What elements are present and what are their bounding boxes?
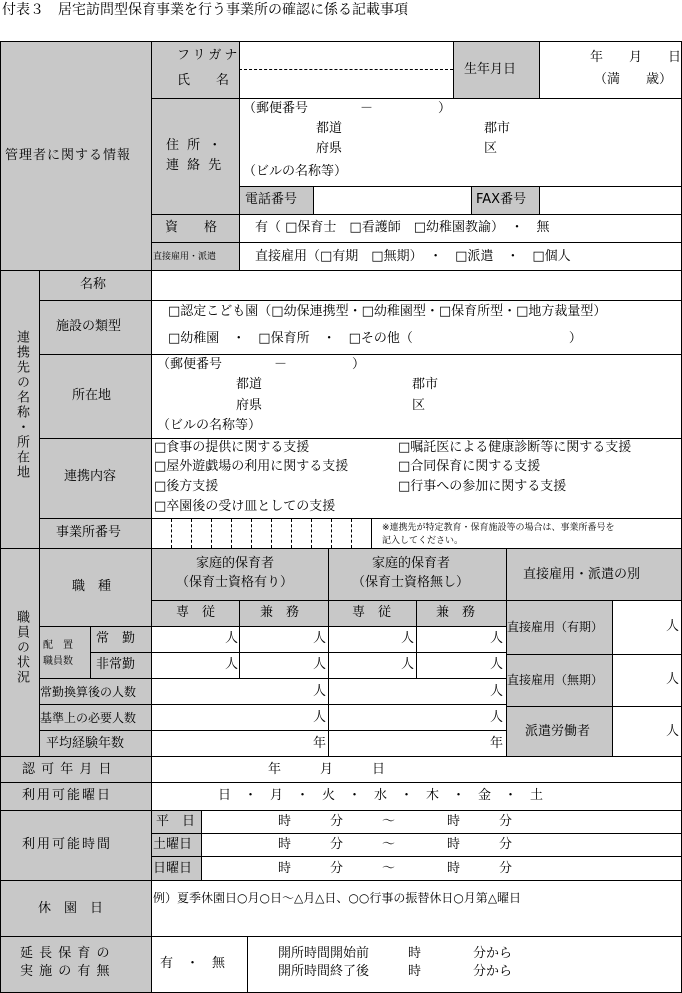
placement-label-1: 配 置 [43,640,73,651]
facility-type-label: 施設の類型 [56,319,122,334]
col-b-concurrent: 兼 務 [436,605,476,620]
unit-person: 人 [313,710,327,725]
facility-type-line2: □幼稚園 ・ □保育所 ・ □その他（ ） [168,331,582,346]
direct-indef-label: 直接雇用（無期） [507,673,604,687]
support-meal: □食事の提供に関する支援 [154,440,310,455]
unit-person: 人 [490,710,504,725]
col-a-concurrent: 兼 務 [260,605,300,620]
col-b-title: 家庭的保育者 [372,556,451,571]
manager-postal: （郵便番号 － ） [243,101,452,116]
unit-person: 人 [313,684,327,699]
unit-person: 人 [666,724,680,739]
address-label-1: 住 所 ・ [166,138,224,153]
parttime-label: 非常勤 [96,657,136,672]
days-value: 日 ・ 月 ・ 火 ・ 水 ・ 木 ・ 金 ・ 土 [218,788,544,803]
days-label: 利用可能曜日 [22,788,113,803]
staff-section-label: 職員の状況 [14,610,29,685]
unit-person: 人 [490,631,504,646]
col-c-title: 直接雇用・派遣の別 [523,567,641,582]
facility-type-line1: □認定こども園（□幼保連携型・□幼稚園型・□保育所型・□地方裁量型） [168,304,607,319]
support-after-graduation: □卒園後の受け皿としての支援 [154,499,336,514]
col-a-subtitle: （保育士資格有り） [176,575,294,590]
manager-pref-2: 府県 [316,141,343,156]
unit-person: 人 [666,619,680,634]
manager-city-1: 郡市 [484,121,511,136]
unit-year: 年 [490,736,504,751]
qualification-label: 資 格 [165,220,218,235]
manager-pref-1: 都道 [316,121,343,136]
fax-label: FAX番号 [476,192,527,207]
placement-label-2: 職員数 [43,656,73,667]
direct-fixed-label: 直接雇用（有期） [507,620,604,634]
unit-person: 人 [490,684,504,699]
office-no-note-2: 記入してください。 [382,536,464,546]
extended-label-2: 実 施 の 有 無 [20,964,111,979]
qualification-value: 有（ □保育士 □看護師 □幼稚園教諭） ・ 無 [255,220,550,235]
col-a-title: 家庭的保育者 [196,556,275,571]
extended-before: 開所時間開始前 時 分から [278,946,513,961]
partner-pref-1: 都道 [236,377,263,392]
birth-label: 生年月日 [464,62,517,77]
unit-person: 人 [313,657,327,672]
office-no-note-1: ※連携先が特定教育・保育施設等の場合は、事業所番号を [382,523,615,533]
required-label: 基準上の必要人数 [40,711,137,725]
unit-person: 人 [401,657,415,672]
address-label-cell [151,98,239,214]
hours-row-sunday: 日曜日 [153,861,193,876]
dispatch-label: 派遣労働者 [525,724,591,739]
unit-year: 年 [313,736,327,751]
col-a-dedicated: 専 従 [176,605,216,620]
support-playground: □屋外遊戯場の利用に関する支援 [154,459,349,474]
fte-label: 常勤換算後の人数 [40,685,137,699]
support-events: □行事への参加に関する支援 [398,479,567,494]
approval-label: 認 可 年 月 日 [22,762,113,777]
extended-yes-no: 有 ・ 無 [160,956,226,971]
approval-value: 年 月 日 [268,762,386,777]
partner-name-label: 名称 [80,277,107,292]
birth-date-value: 年 月 日 [590,50,682,65]
employment-type-value: 直接雇用（□有期 □無期） ・ □派遣 ・ □個人 [255,249,571,264]
partner-city-2: 区 [412,398,426,413]
hours-saturday-value: 時 分 ～ 時 分 [278,837,513,852]
job-label: 職 種 [72,579,112,594]
avg-years-label: 平均経験年数 [46,736,125,751]
tel-label: 電話番号 [245,192,298,207]
extended-label-1: 延 長 保 育 の [20,946,111,961]
partner-pref-2: 府県 [236,398,263,413]
partner-city-1: 郡市 [412,377,439,392]
partner-postal: （郵便番号 － ） [157,357,366,372]
page-title: 付表３ 居宅訪問型保育事業を行う事業所の確認に係る記載事項 [2,2,408,18]
unit-person: 人 [490,657,504,672]
unit-person: 人 [225,631,239,646]
extended-after: 開所時間終了後 時 分から [278,964,513,979]
location-label: 所在地 [72,388,112,403]
hours-weekday-value: 時 分 ～ 時 分 [278,814,513,829]
unit-person: 人 [313,631,327,646]
office-no-label: 事業所番号 [56,525,122,540]
furigana-label: フリガナ [177,48,241,63]
hours-row-weekday: 平 日 [156,814,196,829]
employment-type-label: 直接雇用・派遣 [153,252,217,262]
unit-person: 人 [666,672,680,687]
support-backup: □後方支援 [154,479,219,494]
hours-sunday-value: 時 分 ～ 時 分 [278,861,513,876]
name-label: 氏 名 [177,73,230,88]
col-b-subtitle: （保育士資格無し） [352,575,470,590]
unit-person: 人 [225,657,239,672]
address-label-2: 連 絡 先 [166,158,224,173]
unit-person: 人 [401,631,415,646]
holiday-label: 休 園 日 [38,901,104,916]
hours-label: 利用可能時間 [22,837,113,852]
hours-row-saturday: 土曜日 [153,837,193,852]
partner-section-label: 連携先の名称・所在地 [14,330,29,480]
age-value: （満 歳） [594,72,673,87]
col-b-dedicated: 専 従 [352,605,392,620]
support-joint-care: □合同保育に関する支援 [398,459,541,474]
manager-building: （ビルの名称等） [243,164,348,179]
content-label: 連携内容 [64,469,117,484]
support-doctor: □嘱託医による健康診断等に関する支援 [398,440,632,455]
holiday-example: 例）夏季休園日○月○日～△月△日、○○行事の振替休日○月第△曜日 [153,891,522,905]
fulltime-label: 常 勤 [96,631,136,646]
partner-building: （ビルの名称等） [157,418,262,433]
manager-city-2: 区 [484,141,498,156]
manager-section-label: 管理者に関する情報 [5,148,132,163]
